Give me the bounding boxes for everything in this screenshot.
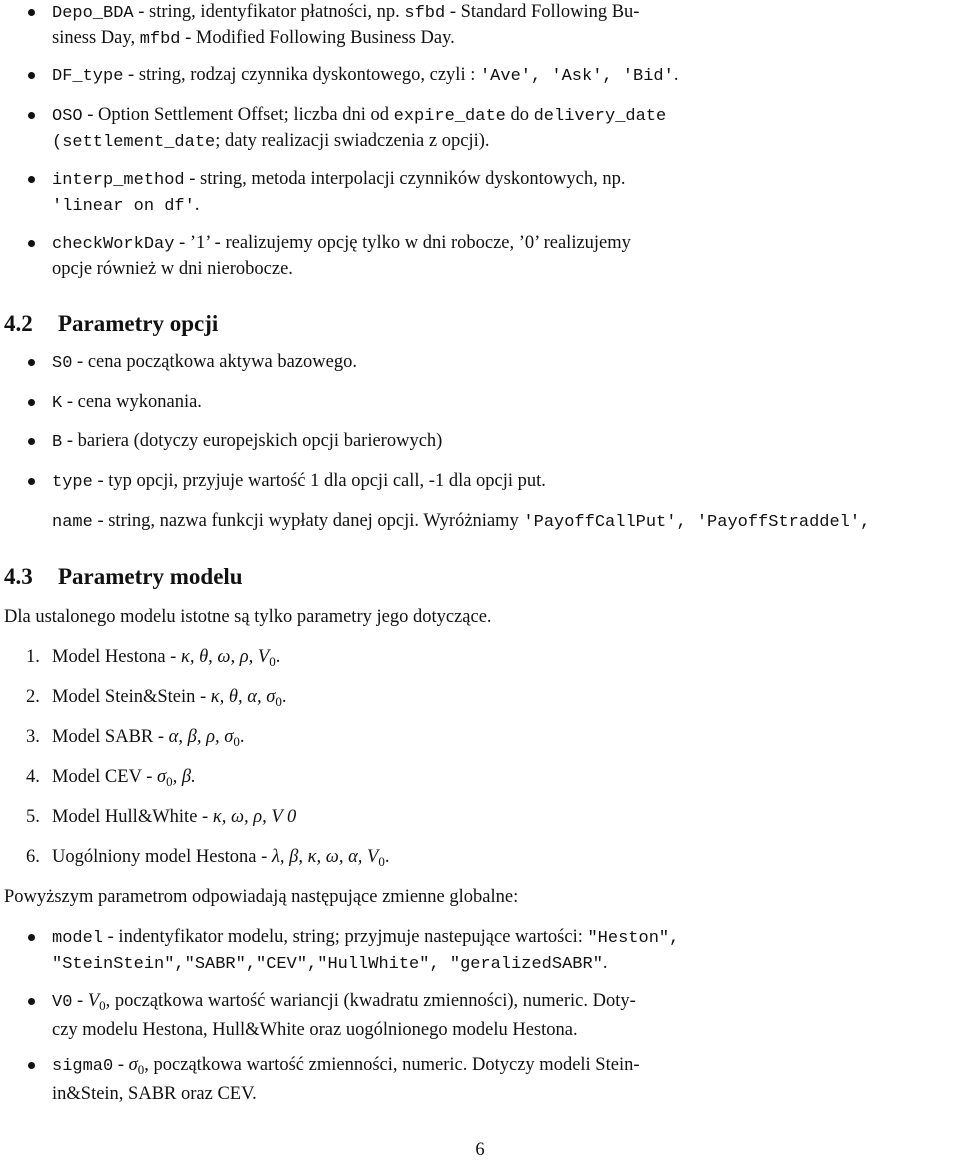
text: Uogólniony model Hestona - [52,847,272,867]
bullet-k [52,390,960,416]
text: siness Day, [52,28,140,48]
text: do [505,105,534,125]
code-v0: V0 [52,993,73,1012]
model-item [26,685,926,714]
code-delivery-date: delivery_date [533,107,667,126]
text: - string, nazwa funkcji wypłaty danej opcji. Wyróżniamy [92,511,524,531]
code-mfbd: mfbd [139,30,181,49]
text: Model Hestona - [52,647,181,667]
bullet-b [52,429,960,455]
text: . [673,65,679,85]
text: ; daty realizacji swiadczenia z opcji). [215,131,490,151]
code-sigma0: sigma0 [52,1057,114,1076]
text: Model CEV - [52,767,158,787]
text: . [281,687,287,707]
model-item [26,805,926,834]
text: Model Hull&White - [52,807,213,827]
bullet-sigma0 [52,1053,960,1106]
item-number: 3. [26,727,40,747]
text: - bariera (dotyczy europejskich opcji barierowych) [62,431,443,451]
section-number: 4.2 [4,311,33,336]
bullet-interp-method [52,167,960,219]
code-expire-date: expire_date [393,107,506,126]
model-item [26,765,926,794]
bullet-name [52,509,957,535]
math: λ, β, κ, ω, α, V [271,847,379,867]
text: - [113,1055,129,1075]
model-item [26,645,926,674]
code-name: name [52,513,93,532]
text: . [602,953,608,973]
code-s0: S0 [52,354,73,373]
text: . [194,195,200,215]
bullet-df-type [52,63,960,89]
math: σ [128,1055,138,1075]
model-item [26,725,926,754]
model-item [26,845,926,874]
subscript: 0 [99,998,106,1013]
code-heston: "Heston", [587,929,680,948]
code-model-values: "SteinStein","SABR","CEV","HullWhite", "geralizedSABR" [52,955,603,974]
subscript: 0 [269,654,276,669]
text: Model SABR - [52,727,169,747]
code-values: 'Ave', 'Ask', 'Bid' [479,67,674,86]
text: . [275,647,281,667]
math: σ [157,767,167,787]
text: - ’1’ - realizujemy opcję tylko w dni robocze, ’0’ realizujemy [174,233,631,253]
section-title: Parametry opcji [58,311,219,336]
code-b: B [52,433,63,452]
text: - [72,991,88,1011]
text: Model Stein&Stein - [52,687,211,707]
item-number: 5. [26,807,40,827]
bullet-type [52,469,960,495]
text: - Option Settlement Offset; liczba dni od [82,105,394,125]
math: V [87,991,100,1011]
page-number: 6 [475,1140,485,1160]
text: opcje również w dni nierobocze. [52,259,293,279]
item-number: 4. [26,767,40,787]
math: κ, θ, ω, ρ, V [180,647,270,667]
item-number: 1. [26,647,40,667]
text: - typ opcji, przyjuje wartość 1 dla opcji call, -1 dla opcji put. [92,471,546,491]
text: . [239,727,245,747]
code-oso: OSO [52,107,83,126]
code-interp-method: interp_method [52,171,185,190]
code-model: model [52,929,104,948]
item-number: 6. [26,847,40,867]
math: α, β, ρ, σ [168,727,234,747]
subscript: 0 [378,854,385,869]
section-heading-4-3 [4,563,243,591]
math: κ, θ, α, σ [210,687,276,707]
bullet-oso [52,103,960,155]
bullet-checkworkday [52,231,960,281]
text: - cena wykonania. [62,392,202,412]
code-settlement-date: (settlement_date [52,133,216,152]
text: - cena początkowa aktywa bazowego. [72,352,357,372]
code-payoff-names: 'PayoffCallPut', 'PayoffStraddel', [523,513,871,532]
code-linear-on-df: 'linear on df' [52,197,195,216]
section-number: 4.3 [4,564,33,589]
text: - string, rodzaj czynnika dyskontowego, czyli : [123,65,480,85]
text: - string, identyfikator płatności, np. [133,2,405,22]
text: czy modelu Hestona, Hull&White oraz uogólnionego modelu Hestona. [52,1020,578,1040]
math: , β. [172,767,196,787]
code-type: type [52,473,93,492]
subscript: 0 [166,774,173,789]
code-sfbd: sfbd [404,4,446,23]
code-df-type: DF_type [52,67,124,86]
code-depo-bda: Depo_BDA [52,4,134,23]
text: in&Stein, SABR oraz CEV. [52,1084,257,1104]
bullet-v0 [52,989,960,1042]
globals-intro: Powyższym parametrom odpowiadają następujące zmienne globalne: [4,887,519,907]
bullet-model [52,925,960,977]
section-title: Parametry modelu [58,564,243,589]
section-heading-4-2 [4,310,218,338]
subscript: 0 [275,694,282,709]
text: - string, metoda interpolacji czynników dyskontowych, np. [184,169,626,189]
intro-paragraph: Dla ustalonego modelu istotne są tylko parametry jego dotyczące. [4,607,492,627]
text: - Modified Following Business Day. [180,28,455,48]
code-k: K [52,394,63,413]
math: κ, ω, ρ, V 0 [212,807,297,827]
text: . [384,847,390,867]
text: - indentyfikator modelu, string; przyjmuje nastepujące wartości: [103,927,588,947]
text: , początkowa wartość wariancji (kwadratu zmienności), numeric. Doty- [105,991,636,1011]
text: - Standard Following Bu- [445,2,640,22]
item-number: 2. [26,687,40,707]
subscript: 0 [233,734,240,749]
bullet-s0 [52,350,960,376]
code-checkworkday: checkWorkDay [52,235,175,254]
text: , początkowa wartość zmienności, numeric. Dotyczy modeli Stein- [144,1055,640,1075]
bullet-depo-bda [52,0,960,52]
subscript: 0 [137,1062,145,1077]
